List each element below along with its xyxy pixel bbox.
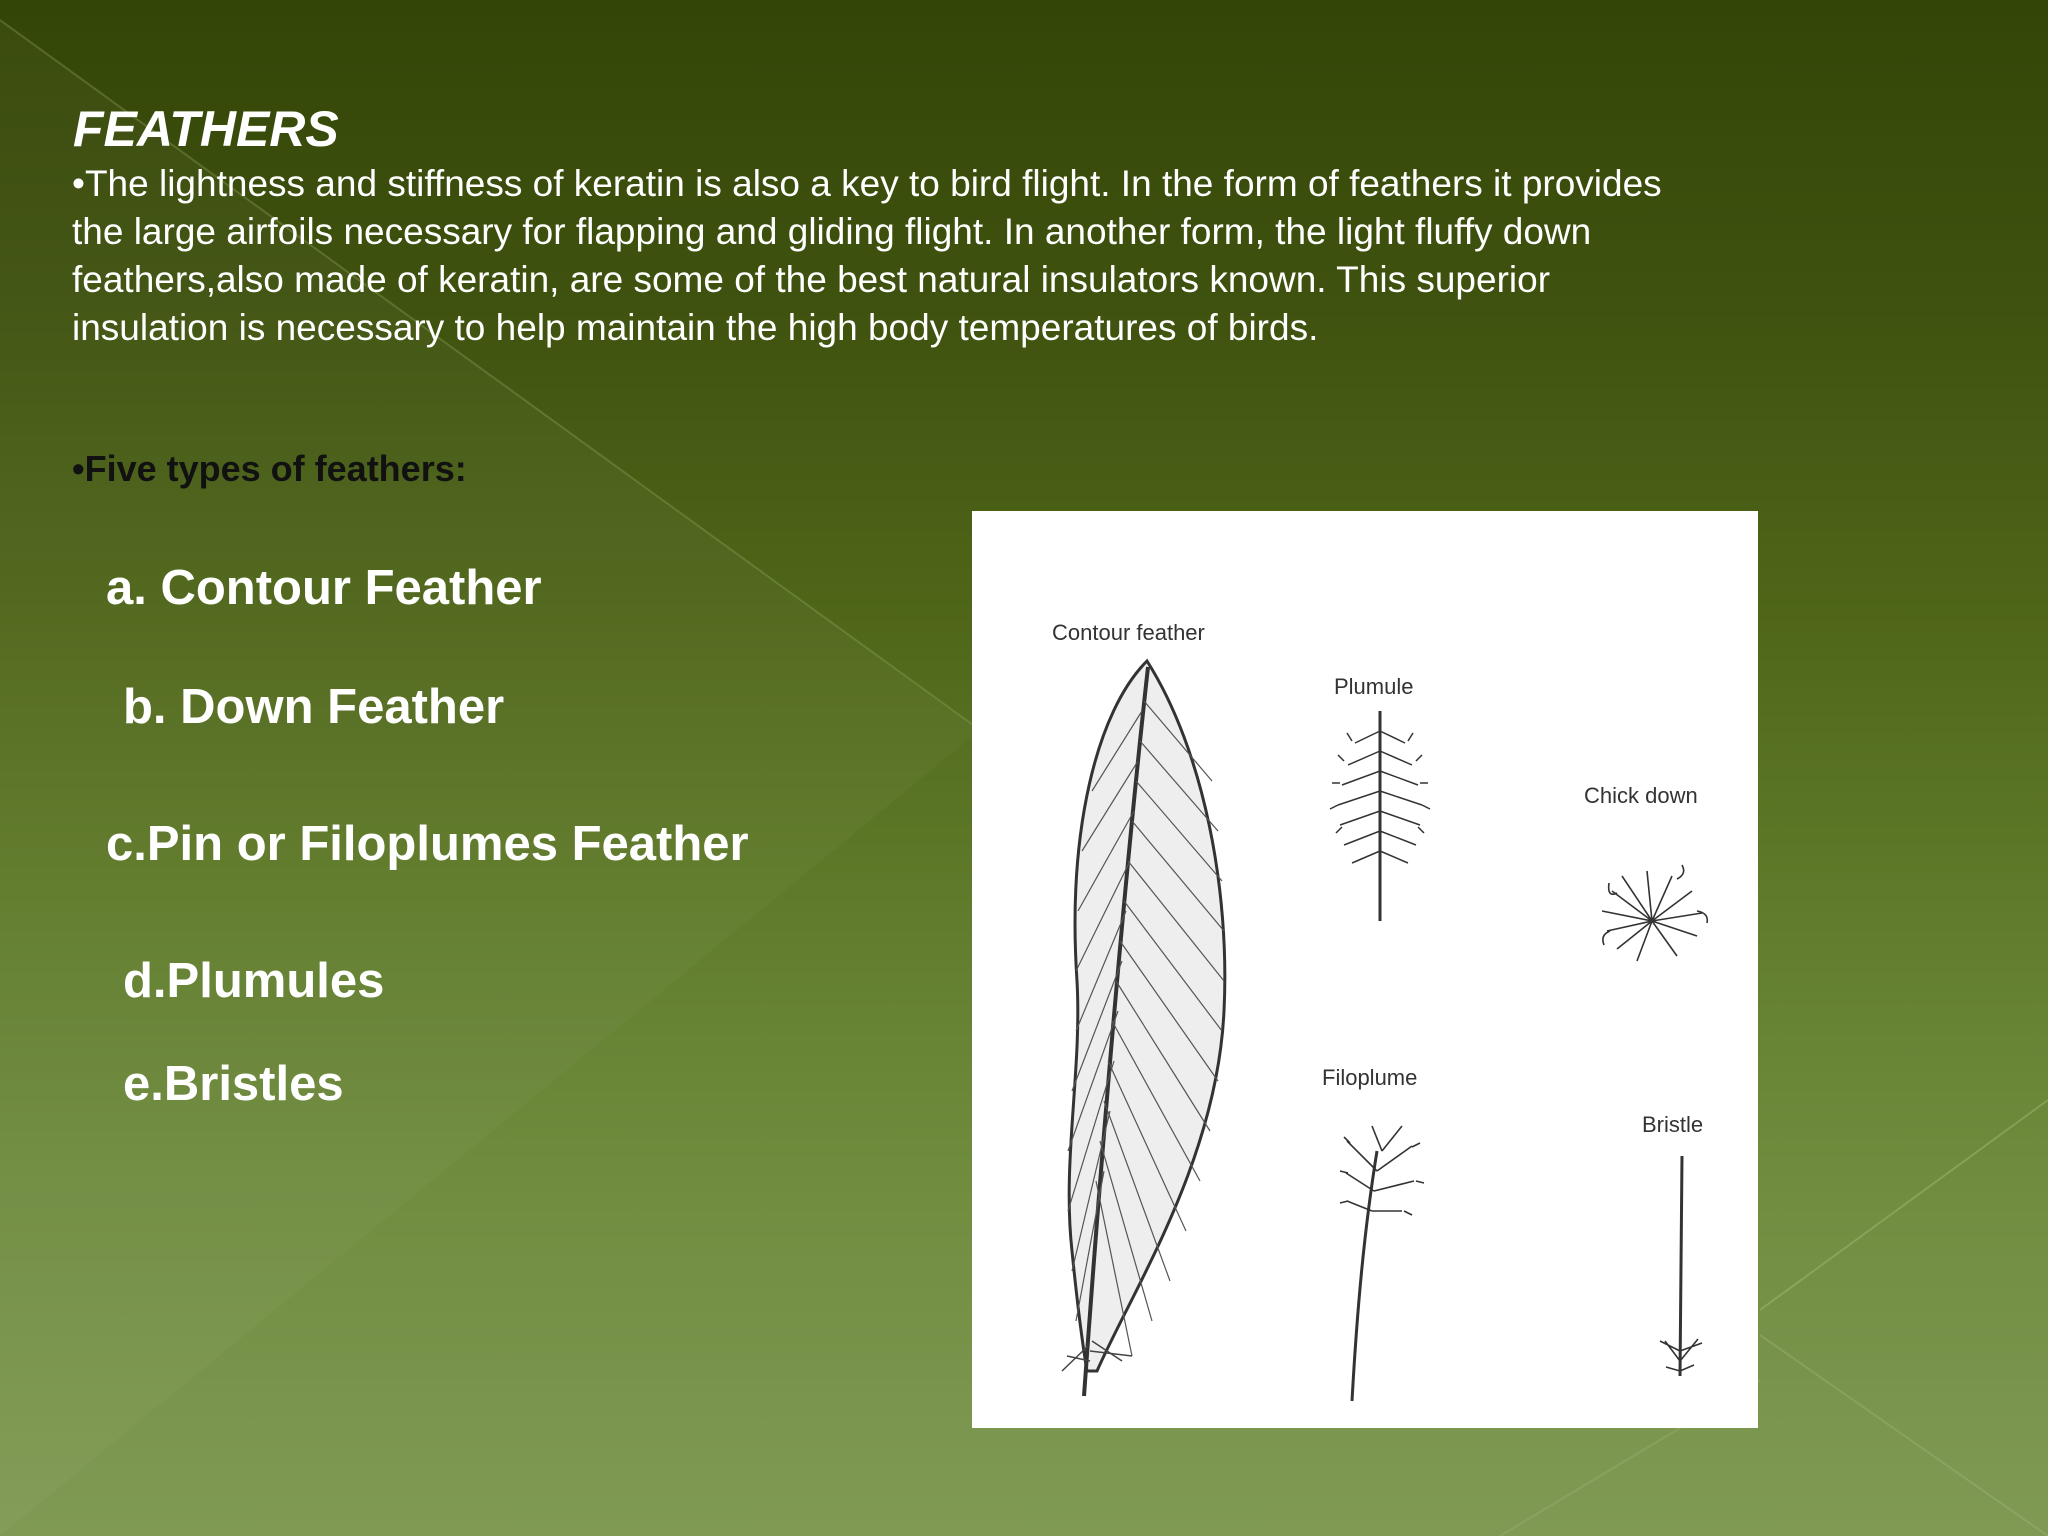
label-chick-down: Chick down bbox=[1584, 783, 1698, 808]
bristle-drawing bbox=[1660, 1156, 1702, 1376]
feather-type-plumule: d.Plumules bbox=[123, 954, 385, 1008]
filoplume-drawing bbox=[1340, 1126, 1424, 1401]
label-plumule: Plumule bbox=[1334, 674, 1414, 699]
feather-type-bristle: e.Bristles bbox=[123, 1057, 344, 1111]
keratin-paragraph: •The lightness and stiffness of keratin is also a key to bird flight. In the form of feathers it provides the large airfoils necessary for flapping and gliding flight. In another form, the light fluffy down feathers,also made of keratin, are some of the best natural insulators known. This superior insulation is necessary to help maintain the high body temperatures of birds. bbox=[72, 163, 1662, 348]
feather-type-filoplume: c.Pin or Filoplumes Feather bbox=[106, 817, 749, 871]
label-filoplume: Filoplume bbox=[1322, 1065, 1418, 1090]
label-bristle: Bristle bbox=[1642, 1112, 1704, 1137]
slide-title: FEATHERS bbox=[73, 101, 339, 157]
chick-down-drawing bbox=[1602, 865, 1707, 961]
feather-type-contour: a. Contour Feather bbox=[106, 561, 542, 615]
feather-illustration bbox=[972, 511, 1758, 1428]
feather-types-heading: •Five types of feathers: bbox=[72, 448, 467, 489]
contour-feather-drawing bbox=[1062, 661, 1225, 1396]
label-contour-feather: Contour feather bbox=[1052, 620, 1205, 645]
feather-types-figure bbox=[972, 511, 1758, 1428]
plumule-drawing bbox=[1330, 711, 1430, 921]
feather-type-down: b. Down Feather bbox=[123, 680, 505, 734]
